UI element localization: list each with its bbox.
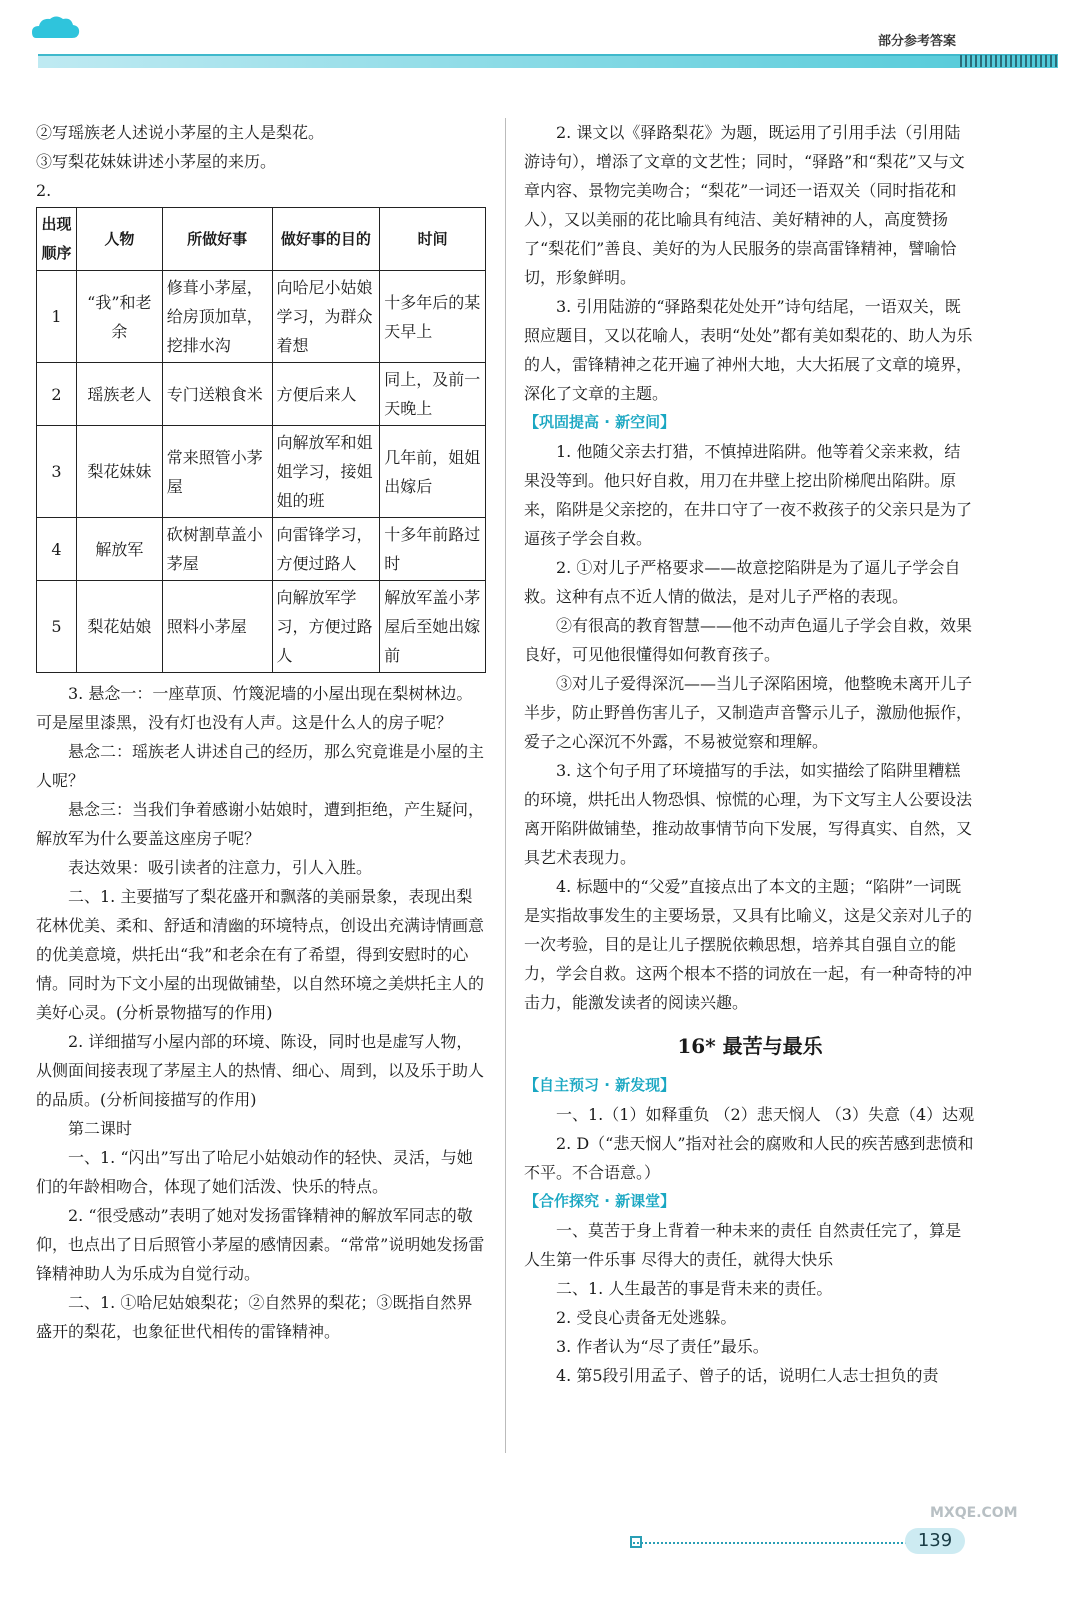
paragraph: ②有很高的教育智慧——他不动声色逼儿子学会自救，效果良好，可见他很懂得如何教育孩子。 (524, 616, 973, 664)
paragraph: 2. 详细描写小屋内部的环境、陈设，同时也是虚写人物，从侧面间接表现了茅屋主人的热情、细心、周到，以及乐于助人的品质。(分析间接描写的作用) (36, 1032, 485, 1109)
paragraph: 二、1. ①哈尼姑娘梨花；②自然界的梨花；③既指自然界盛开的梨花，也象征世代相传的雷锋精神。 (36, 1293, 473, 1341)
table-cell: 梨花姑娘 (76, 581, 162, 673)
paragraph: 3. 作者认为“尽了责任”最乐。 (556, 1337, 769, 1356)
left-column (36, 118, 488, 1346)
paragraph: 3. 这个句子用了环境描写的手法，如实描绘了陷阱里糟糕的环境，烘托出人物恐惧、惊慌的心理，为下文写主人公要设法离开陷阱做铺垫，推动故事情节向下发展，写得真实、自然，又具艺术表现力。 (524, 761, 973, 867)
paragraph: 第二课时 (68, 1119, 133, 1138)
table-row (37, 271, 486, 363)
table-cell: 十多年前路过时 (380, 518, 486, 581)
table-cell: 砍树割草盖小茅屋 (162, 518, 272, 581)
paragraph: 4. 标题中的“父爱”直接点出了本文的主题；“陷阱”一词既是实指故事发生的主要场景，又具有比喻义，这是父亲对儿子的一次考验，目的是让儿子摆脱依赖思想，培养其自强自立的能力，学会自救。这两个根本不搭的词放在一起，有一种奇特的冲击力，能激发读者的阅读兴趣。 (524, 877, 973, 1012)
table-cell: 3 (37, 426, 77, 518)
table-cell: 常来照管小茅屋 (162, 426, 272, 518)
table-cell: 解放军盖小茅屋后至她出嫁前 (380, 581, 486, 673)
paragraph: ③写梨花妹妹讲述小茅屋的来历。 (36, 152, 277, 171)
header-barcode (960, 55, 1058, 67)
table-cell: 瑶族老人 (76, 363, 162, 426)
paragraph: 3. 悬念一：一座草顶、竹篾泥墙的小屋出现在梨树林边。可是屋里漆黑，没有灯也没有人声。这是什么人的房子呢？ (36, 684, 473, 732)
table-cell: 几年前，姐姐出嫁后 (380, 426, 486, 518)
table-cell: 4 (37, 518, 77, 581)
paragraph: 2. ①对儿子严格要求——故意挖陷阱是为了逼儿子学会自救。这种有点不近人情的做法，是对儿子严格的表现。 (524, 558, 961, 606)
table-cell: 向雷锋学习，方便过路人 (272, 518, 380, 581)
paragraph: 2. 受良心责备无处逃躲。 (556, 1308, 737, 1327)
header-title: 部分参考答案 (877, 34, 956, 49)
table-cell: “我”和老余 (76, 271, 162, 363)
table-cell: 5 (37, 581, 77, 673)
column-header: 所做好事 (162, 208, 272, 271)
table-cell: 方便后来人 (272, 363, 380, 426)
table-cell: 十多年后的某天早上 (380, 271, 486, 363)
table-cell: 梨花妹妹 (76, 426, 162, 518)
table-row (37, 581, 486, 673)
header-band (38, 56, 1058, 68)
column-header: 出现顺序 (37, 208, 77, 271)
paragraph: 一、1.（1）如释重负 （2）悲天悯人 （3）失意（4）达观 (556, 1105, 975, 1124)
page-number: 139 (905, 1528, 965, 1554)
footer-dotted-line (630, 1542, 910, 1544)
column-header: 做好事的目的 (272, 208, 380, 271)
paragraph: 2. D（“悲天悯人”指对社会的腐败和人民的疾苦感到悲愤和不平。不合语意。） (524, 1134, 974, 1182)
paragraph: 悬念二：瑶族老人讲述自己的经历，那么究竟谁是小屋的主人呢？ (36, 742, 485, 790)
table-cell: 专门送粮食米 (162, 363, 272, 426)
paragraph: 一、莫苦于身上背着一种未来的责任 自然责任完了，算是人生第一件乐事 尽得大的责任，就得大快乐 (524, 1221, 962, 1269)
right-column (524, 118, 976, 1390)
paragraph: 二、1. 主要描写了梨花盛开和飘落的美丽景象，表现出梨花林优美、柔和、舒适和清幽的环境特点，创设出充满诗情画意的优美意境，烘托出“我”和老余在有了希望，得到安慰时的心情。同时为下文小屋的出现做铺垫，以自然环境之美烘托主人的美好心灵。(分析景物描写的作用) (36, 887, 485, 1022)
table-row (37, 518, 486, 581)
paragraph: 二、1. 人生最苦的事是背未来的责任。 (556, 1279, 833, 1298)
paragraph: 表达效果：吸引读者的注意力，引人入胜。 (68, 858, 373, 877)
paragraph: 2. “很受感动”表明了她对发扬雷锋精神的解放军同志的敬仰，也点出了日后照管小茅屋的感情因素。“常常”说明她发扬雷锋精神助人为乐成为自觉行动。 (36, 1206, 485, 1283)
table-row (37, 426, 486, 518)
table-cell: 修葺小茅屋，给房顶加草，挖排水沟 (162, 271, 272, 363)
watermark: MXQE.COM (930, 1505, 1018, 1521)
paragraph: 2. (36, 181, 52, 200)
section-tag: 【自主预习 · 新发现】 (524, 1076, 676, 1094)
paragraph: 2. 课文以《驿路梨花》为题，既运用了引用手法（引用陆游诗句），增添了文章的文艺性；同时，“驿路”和“梨花”又与文章内容、景物完美吻合；“梨花”一词还一语双关（同时指花和人），又以美丽的花比喻具有纯洁、美好精神的人，高度赞扬了“梨花们”善良、美好的为人民服务的崇高雷锋精神，譬喻恰切，形象鲜明。 (524, 123, 965, 287)
paragraph: ②写瑶族老人述说小茅屋的主人是梨花。 (36, 123, 325, 142)
table-cell: 向哈尼小姑娘学习，为群众着想 (272, 271, 380, 363)
table-cell: 照料小茅屋 (162, 581, 272, 673)
table-cell: 解放军 (76, 518, 162, 581)
deeds-table (36, 207, 486, 673)
paragraph: 悬念三：当我们争着感谢小姑娘时，遭到拒绝，产生疑问，解放军为什么要盖这座房子呢？ (36, 800, 485, 848)
section-tag: 【合作探究 · 新课堂】 (524, 1192, 676, 1210)
paragraph: 一、1. “闪出”写出了哈尼小姑娘动作的轻快、灵活，与她们的年龄相吻合，体现了她们活泼、快乐的特点。 (36, 1148, 473, 1196)
column-divider (505, 118, 506, 1453)
paragraph: ③对儿子爱得深沉——当儿子深陷困境，他整晚未离开儿子半步，防止野兽伤害儿子，又制造声音警示儿子，激励他振作，爱子之心深沉不外露，不易被觉察和理解。 (524, 674, 973, 751)
column-header: 人物 (76, 208, 162, 271)
section-tag: 【巩固提高 · 新空间】 (524, 413, 676, 431)
table-row (37, 363, 486, 426)
paragraph: 1. 他随父亲去打猎，不慎掉进陷阱。他等着父亲来救，结果没等到。他只好自救，用刀在井壁上挖出阶梯爬出陷阱。原来，陷阱是父亲挖的，在井口守了一夜不救孩子的父亲只是为了逼孩子学会自救。 (524, 442, 973, 548)
table-cell: 向解放军和姐姐学习，接姐姐的班 (272, 426, 380, 518)
table-cell: 2 (37, 363, 77, 426)
table-header-row (37, 208, 486, 271)
paragraph: 3. 引用陆游的“驿路梨花处处开”诗句结尾，一语双关，既照应题目，又以花喻人，表明“处处”都有美如梨花的、助人为乐的人，雷锋精神之花开遍了神州大地，大大拓展了文章的境界，深化了文章的主题。 (524, 297, 973, 403)
table-cell: 向解放军学习，方便过路人 (272, 581, 380, 673)
column-header: 时间 (380, 208, 486, 271)
cloud-logo-icon (30, 12, 82, 46)
paragraph: 4. 第5段引用孟子、曾子的话，说明仁人志士担负的责 (556, 1366, 939, 1385)
table-cell: 1 (37, 271, 77, 363)
lesson-title: 16* 最苦与最乐 (677, 1034, 823, 1058)
table-cell: 同上，及前一天晚上 (380, 363, 486, 426)
